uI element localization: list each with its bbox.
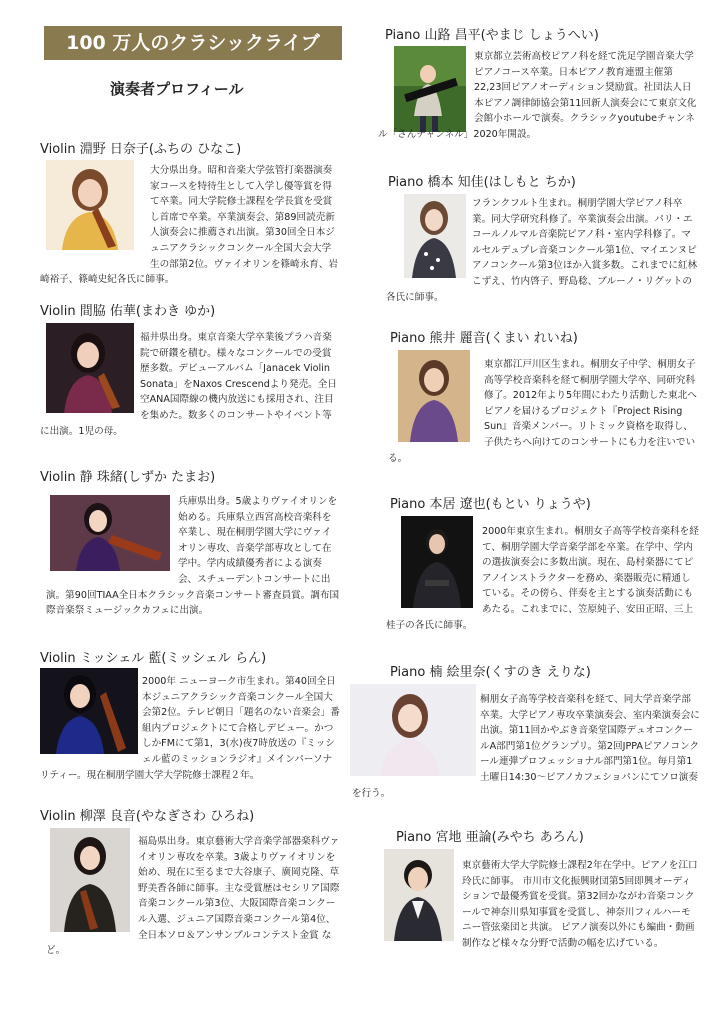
performer-bio: 大分県出身。昭和音楽大学弦管打楽器演奏家コースを特待生として入学し優等賞を得て卒業。同大学院修士課程を学長賞を受賞し首席で卒業。卒業演奏会、第89回読売新人演奏会に推薦され出演。第30回全日本ジュニアクラシックコンクール全国大会大学生の部第2位。ヴァイオリンを篠崎永育、岩崎裕子、篠崎史紀各氏に師事。 bbox=[40, 165, 339, 286]
performer-heading: Violin 柳澤 良音(やなぎさわ ひろね) bbox=[40, 809, 255, 824]
performer-bio: フランクフルト生まれ。桐朋学園大学ピアノ科卒業。同大学研究科修了。卒業演奏会出演。パリ・エコールノルマル音楽院ピアノ科・室内学科修了。マルセルデュプレ音楽コンクール第1位、マイエンヌピアノコンクール第3位ほか入賞多数。これまでに紅林こずえ、竹内啓子、野島稔、ブルーノ・リグットの各氏に師事。 bbox=[386, 198, 698, 303]
page-title: 100 万人のクラシックライブ bbox=[66, 32, 320, 54]
performer-bio: 東京都江戸川区生まれ。桐朋女子中学、桐朋女子高等学校音楽科を経て桐朋学園大学卒、同研究科修了。2012年より5年間にわたり活動した東北へピアノを届けるプロジェクト『Project Rising Sun』音楽メンバー。リトミック資格を取得し、子供たちへ向けてのコンサートにも力を注いでいる。 bbox=[388, 359, 697, 464]
performer-bio: 2000年 ニューヨーク市生まれ。第40回全日本ジュニアクラシック音楽コンクール全国大会第2位。テレビ朝日「題名のない音楽会」番組内プロジェクトにて合格しデビュー。かつしかFMにて第1，3(水)夜7時放送の『ミッシェル藍のミッションラジオ』メインパーソナリティー。現在桐朋学園大学大学院修士課程２年。 bbox=[40, 676, 340, 781]
performer-bio: 福井県出身。東京音楽大学卒業後プラハ音楽院で研鑽を積む。様々なコンクールでの受賞歴多数。デビューアルバム「Janacek Violin Sonata」をNaxos Crescendより発売。全日空ANA国際線の機内放送にも採用され、注目を集めた。数多くのコンサートやイベント等に出演。1児の母。 bbox=[40, 332, 337, 437]
performer-bio: 福島県出身。東京藝術大学音楽学部器楽科ヴァイオリン専攻を卒業。3歳よりヴァイオリンを始め、現在に至るまで大谷康子、廣岡克隆、草野美香各師に師事。主な受賞歴はセシリア国際音楽コンクール第3位、大阪国際音楽コンクール入選、ジュニア国際音楽コンクール第4位、全日本ソロ＆アンサンブルコンテスト金賞 など。 bbox=[46, 836, 340, 957]
performer-bio: 桐朋女子高等学校音楽科を経て、同大学音楽学部卒業。大学ピアノ専攻卒業演奏会、室内楽演奏会に出演。第11回かやぶき音楽堂国際デュオコンクールA部門第1位グランプリ。第2回JPPAピアノコンクール連弾プロフェッショナル部門第1位。毎月第1土曜日14:30～ピアノカフェショパンにてソロ演奏を行う。 bbox=[352, 694, 700, 799]
performer-bio: 東京藝術大学大学院修士課程2年在学中。ピアノを江口玲氏に師事。 市川市文化振興財団第5回即興オーディションで最優秀賞を受賞。第32回かながわ音楽コンクールで神奈川県知事賞を受賞し、神奈川フィルハーモニー管弦楽団と共演。 ピアノ演奏以外にも編曲・動画制作など様々な分野で活動の幅を広げている。 bbox=[462, 860, 698, 949]
performer-heading: Violin ミッシェル 藍(ミッシェル らん) bbox=[40, 651, 267, 666]
page-title-banner bbox=[44, 26, 342, 60]
performer-heading: Violin 間脇 佑華(まわき ゆか) bbox=[40, 304, 216, 319]
performer-bio: 東京都立芸術高校ピアノ科を経て洗足学園音楽大学ピアノコース卒業。日本ピアノ教育連盟主催第22,23回ピアノオーディション奨励賞。社団法人日本ピアノ調律師協会第11回新人演奏会にて東京文化会館小ホールで演奏。クラシックyoutubeチャンネル「さんチャンネル」2020年開設。 bbox=[378, 51, 697, 140]
performer-heading: Violin 静 珠緒(しずか たまお) bbox=[40, 470, 216, 485]
performer-heading: Piano 橋本 知佳(はしもと ちか) bbox=[388, 175, 576, 190]
performer-heading: Piano 本居 遼也(もとい りょうや) bbox=[390, 497, 591, 512]
performer-heading: Piano 熊井 麗音(くまい れいね) bbox=[390, 331, 578, 346]
performer-heading: Piano 宮地 亜論(みやち あろん) bbox=[396, 830, 584, 845]
performer-heading: Piano 楠 絵里奈(くすのき えりな) bbox=[390, 665, 591, 680]
page-subtitle: 演奏者プロフィール bbox=[110, 80, 244, 98]
performer-bio: 2000年東京生まれ。桐朋女子高等学校音楽科を経て、桐朋学園大学音楽学部を卒業。在学中、学内の選抜演奏会に多数出演。現在、島村楽器にてピアノインストラクターを務め、楽器販売に精通している。その傍ら、伴奏を主とする演奏活動にもあたる。これまでに、笠原純子、安田正昭、三上桂子の各氏に師事。 bbox=[386, 526, 699, 631]
performer-heading: Violin 淵野 日奈子(ふちの ひなこ) bbox=[40, 142, 242, 157]
performer-bio: 兵庫県出身。5歳よりヴァイオリンを始める。兵庫県立西宮高校音楽科を卒業し、現在桐朋学園大学にヴァイオリン専攻、音楽学部専攻として在学中。学内成績優秀者による演奏会、スチューデントコンサートに出演。第90回TIAA全日本クラシック音楽コンサート審査員賞。調布国際音楽祭ミュージックカフェに出演。 bbox=[46, 496, 340, 617]
performer-heading: Piano 山路 昌平(やまじ しょうへい) bbox=[385, 28, 599, 43]
